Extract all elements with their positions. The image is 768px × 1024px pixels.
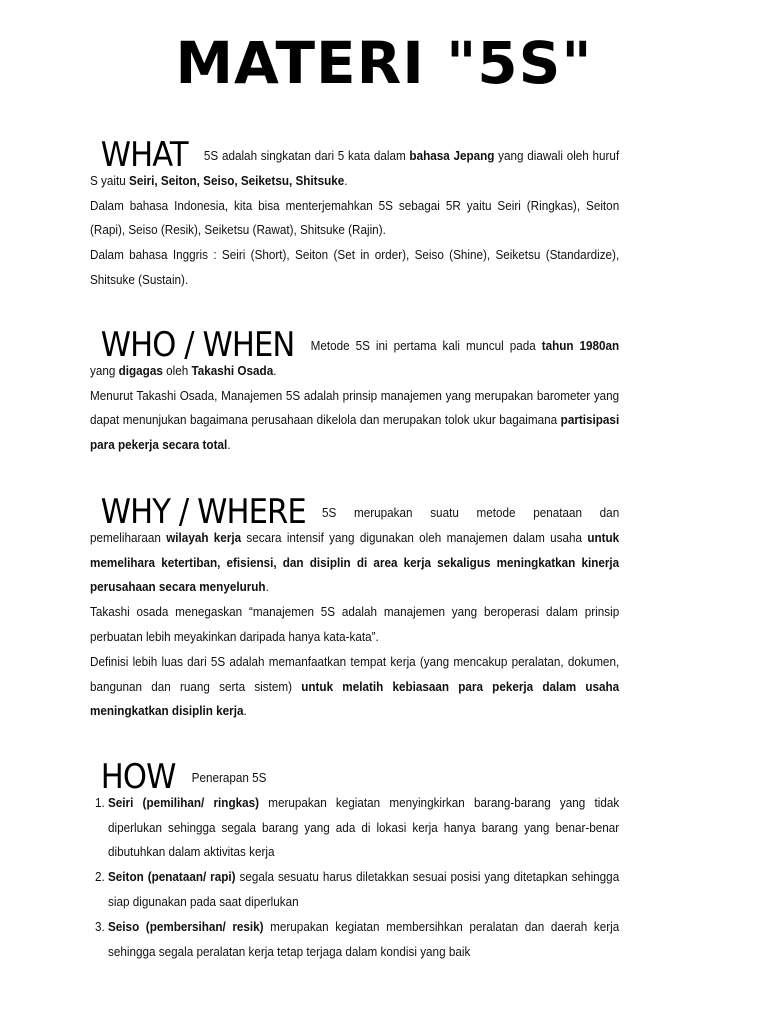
section-what — [90, 132, 619, 293]
how-intro: HOW Penerapan 5S — [100, 757, 267, 797]
who-paragraph-1: WHO / WHEN Metode 5S ini pertama kali muncul pada tahun 1980an yang digagas oleh Takashi Osada. — [90, 325, 620, 378]
what-paragraph-1: WHAT 5S adalah singkatan dari 5 kata dalam bahasa Jepang yang diawali oleh huruf S yaitu Seiri, Seiton, Seiso, Seiketsu, Shitsuke. — [90, 135, 620, 188]
list-item: 1. Seiri (pemilihan/ ringkas) merupakan kegiatan menyingkirkan barang-barang yang tidak diperlukan sehingga segala barang yang ada di lokasi kerja hanya barang yang benar-benar dibutuhkan dalam aktivitas kerja — [108, 791, 619, 865]
what-paragraph-3: Dalam bahasa Inggris : Seiri (Short), Seiton (Set in order), Seiso (Shine), Seiketsu (Standardize), Shitsuke (Sustain). — [90, 247, 620, 287]
why-paragraph-1: WHY / WHERE 5S merupakan suatu metode penataan dan pemeliharaan wilayah kerja secara intensif yang digunakan oleh manajemen dalam usaha untuk memelihara ketertiban, efisiensi, dan disiplin di area kerja sekaligus meningkatkan kinerja perusahaan secara menyeluruh. — [90, 492, 620, 595]
heading-why-where: WHY / WHERE — [100, 492, 306, 532]
heading-what: WHAT — [100, 135, 188, 175]
why-paragraph-2: Takashi osada menegaskan “manajemen 5S adalah manajemen yang beroperasi dalam prinsip perbuatan lebih meyakinkan daripada hanya kata-kata”. — [90, 604, 620, 644]
list-item: 3. Seiso (pembersihan/ resik) merupakan kegiatan membersihkan peralatan dan daerah kerja sehingga segala peralatan kerja tetap terjaga dalam kondisi yang baik — [108, 915, 619, 965]
section-why-where — [90, 489, 619, 724]
heading-who-when: WHO / WHEN — [100, 325, 295, 365]
how-list — [90, 791, 619, 965]
page-title: MATERI "5S" — [175, 29, 593, 97]
why-paragraph-3: Definisi lebih luas dari 5S adalah memanfaatkan tempat kerja (yang mencakup peralatan, dokumen, bangunan dan ruang serta sistem) untuk melatih kebiasaan para pekerja dalam usaha meningkatkan disiplin kerja. — [90, 653, 620, 719]
section-how — [90, 754, 619, 964]
heading-how: HOW — [100, 757, 176, 797]
who-paragraph-2: Menurut Takashi Osada, Manajemen 5S adalah prinsip manajemen yang merupakan barometer yang dapat menunjukan bagaimana perusahaan dikelola dan merupakan tolok ukur bagaimana partisipasi para pekerja secara total. — [90, 387, 620, 453]
what-paragraph-2: Dalam bahasa Indonesia, kita bisa menterjemahkan 5S sebagai 5R yaitu Seiri (Ringkas), Seiton (Rapi), Seiso (Resik), Seiketsu (Rawat), Shitsuke (Rajin). — [90, 197, 620, 238]
section-who-when — [90, 322, 619, 458]
list-item: 2. Seiton (penataan/ rapi) segala sesuatu harus diletakkan sesuai posisi yang ditetapkan sehingga siap digunakan pada saat diperlukan — [108, 865, 619, 915]
